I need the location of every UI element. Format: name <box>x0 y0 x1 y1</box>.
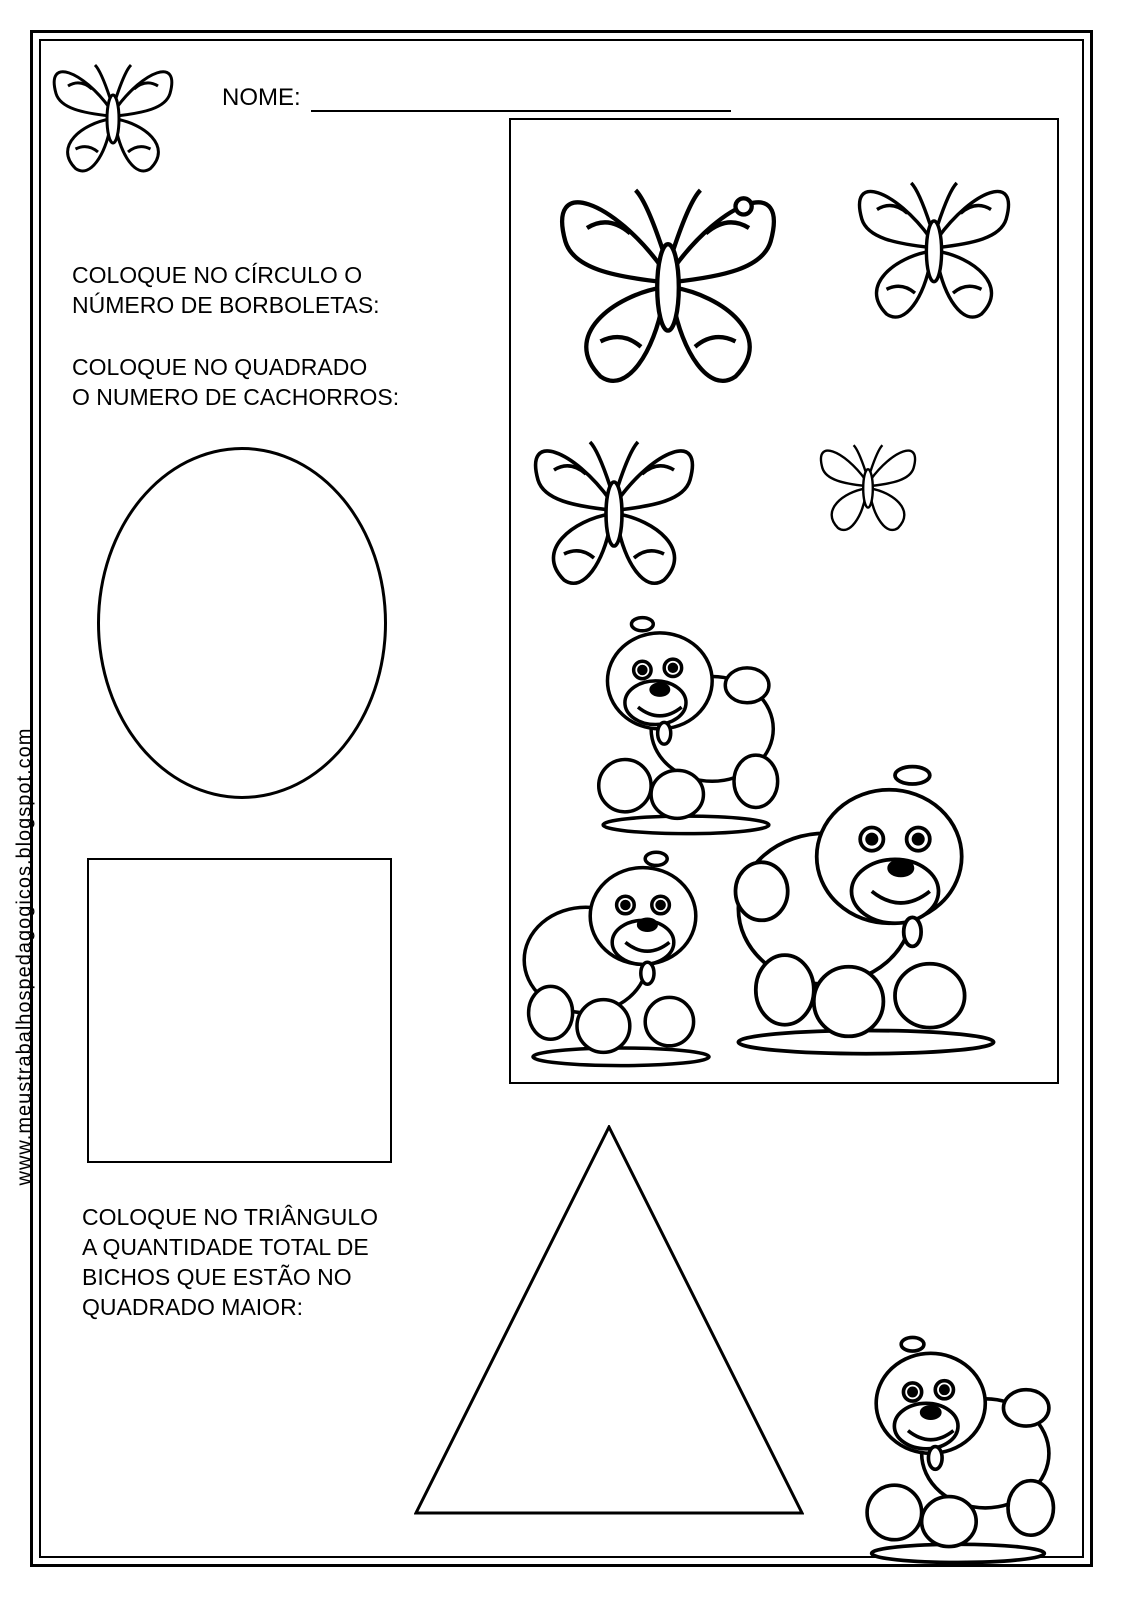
website-credit-text: www.meustrabalhospedagogicos.blogspot.com <box>13 727 36 1186</box>
animals-picture-box <box>509 118 1059 1084</box>
instruction-total-animals: COLOQUE NO TRIÂNGULO A QUANTIDADE TOTAL DE BICHOS QUE ESTÃO NO QUADRADO MAIOR: <box>82 1204 379 1320</box>
butterfly-illustration <box>839 140 1029 355</box>
puppy-illustration <box>511 824 731 1074</box>
butterfly-illustration <box>808 416 928 556</box>
square-answer-area[interactable] <box>87 858 392 1163</box>
butterfly-illustration <box>509 410 719 610</box>
name-field-row <box>222 84 731 112</box>
corner-butterfly-illustration <box>38 36 188 196</box>
butterfly-illustration <box>533 142 803 422</box>
instruction-dogs: COLOQUE NO QUADRADO O NUMERO DE CACHORROS: <box>72 354 400 410</box>
name-label: NOME: <box>222 84 301 111</box>
puppy-illustration <box>721 740 1011 1060</box>
instruction-butterflies: COLOQUE NO CÍRCULO O NÚMERO DE BORBOLETAS: <box>72 262 380 318</box>
circle-answer-area[interactable] <box>97 447 387 799</box>
triangle-answer-area[interactable] <box>414 1125 804 1515</box>
name-writing-line[interactable] <box>311 88 731 112</box>
corner-puppy-illustration <box>838 1317 1078 1567</box>
